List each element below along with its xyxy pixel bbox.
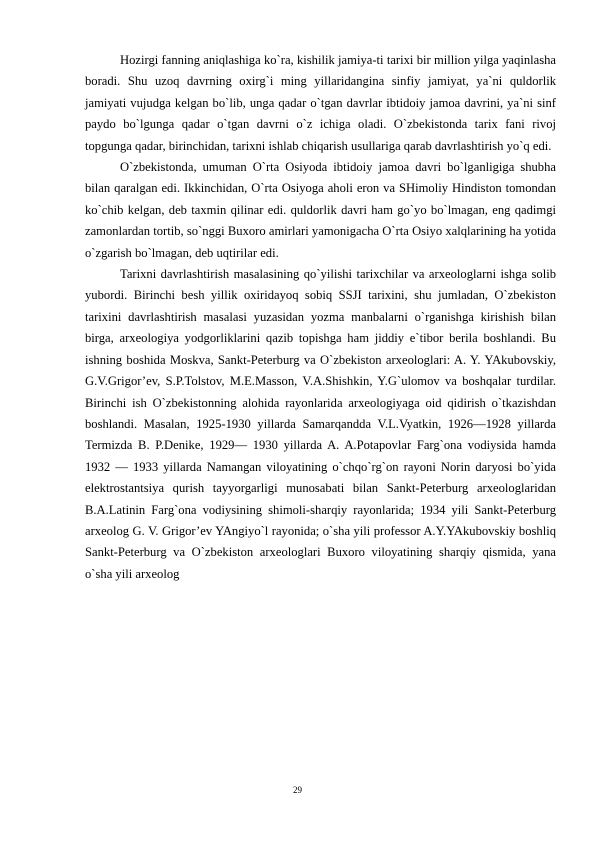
body-text (85, 50, 556, 585)
paragraph-3: Tarixni davrlashtirish masalasining qo`yilishi tarixchilar va arxeologlarni ishga solib yubordi. Birinchi besh yillik oxiridayoq sobiq SSJI tarixini, shu jumladan, O`zbekiston tarixini davrlashtirish masalasi yuzasidan yozma manbalarni o`rganishga kirishish bilan birga, arxeologiya yodgorliklarini qazib topishga ham jiddiy e`tibor berila boshlandi. Bu ishning boshida Moskva, Sankt-Peterburg va O`zbekiston arxeologlari: A. Y. YAkubovskiy, G.V.Grigor’ev, S.P.Tolstov, M.E.Masson, V.A.Shishkin, Y.G`ulomov va boshqalar turdilar. Birinchi ish O`zbekistonning alohida rayonlarida arxeologiyaga oid qidirish o`tkazishdan boshlandi. Masalan, 1925-1930 yillarda Samarqandda V.L.Vyatkin, 1926—1928 yillarda Termizda B. P.Denike, 1929— 1930 yillarda A. A.Potapovlar Farg`ona vodiysida hamda 1932 — 1933 yillarda Namangan viloyatining o`chqo`rg`on rayoni Norin daryosi bo`yida elektrostantsiya qurish tayyorgarligi munosabati bilan Sankt-Peterburg arxeologlaridan B.A.Latinin Farg`ona vodiysining shimoli-sharqiy rayonlarida; 1934 yili Sankt-Peterburg arxeolog G. V. Grigor’ev YAngiyo`l rayonida; o`sha yili professor A.Y.YAkubovskiy boshliq Sankt-Peterburg va O`zbekiston arxeologlari Buxoro viloyatining sharqiy qismida, yana o`sha yili arxeolog (85, 267, 556, 581)
paragraph-1: Hozirgi fanning aniqlashiga ko`ra, kishilik jamiya-ti tarixi bir million yilga yaqinlasha boradi. Shu uzoq davrning oxirg`i ming yillaridangina sinfiy jamiyat, ya`ni quldorlik jamiyati vujudga kelgan bo`lib, unga qadar o`tgan davrlar ibtidoiy jamoa davrini, ya`ni sinf paydo bo`lgunga qadar o`tgan davrni o`z ichiga oladi. O`zbekistonda tarix fani rivoj topgunga qadar, birinchidan, tarixni ishlab chiqarish usullariga qarab davrlashtirish yo`q edi. (85, 53, 556, 153)
paragraph-2: O`zbekistonda, umuman O`rta Osiyoda ibtidoiy jamoa davri bo`lganligiga shubha bilan qaralgan edi. Ikkinchidan, O`rta Osiyoga aholi eron va SHimoliy Hindiston tomondan ko`chib kelgan, deb taxmin qilinar edi. quldorlik davri ham go`yo bo`lmagan, eng qadimgi zamonlardan tortib, so`nggi Buxoro amirlari yamonigacha O`rta Osiyo xalqlarining ha yotida o`zgarish bo`lmagan, deb uqtirilar edi. (85, 160, 556, 260)
page-number: 29 (293, 785, 302, 795)
